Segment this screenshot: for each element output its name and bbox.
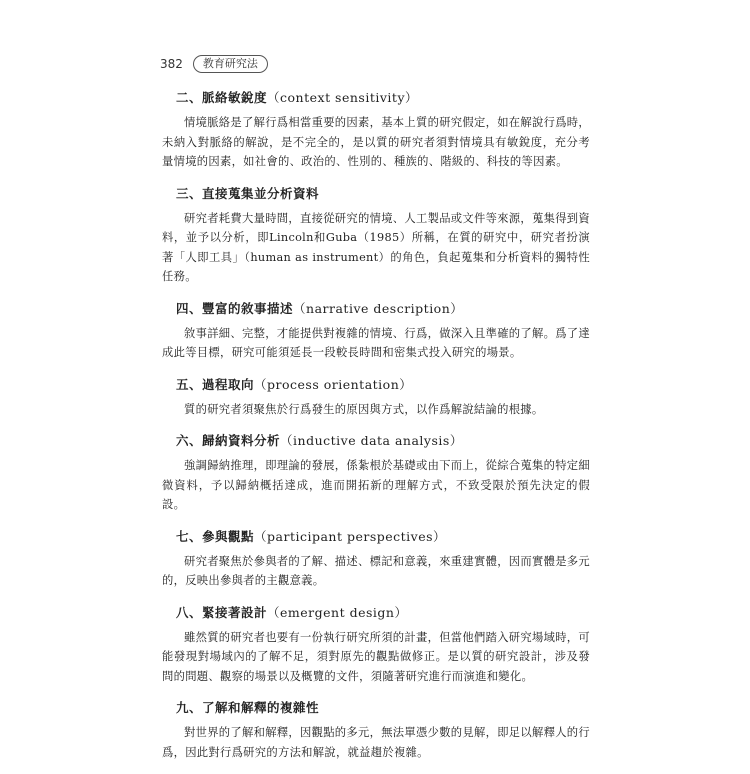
section-heading [176, 88, 590, 106]
section-complexity [162, 698, 590, 762]
section-heading [176, 184, 590, 202]
section-narrative-description [162, 299, 590, 363]
heading-title: 四、豐富的敘事描述 [176, 300, 294, 316]
heading-title: 五、過程取向 [176, 376, 255, 392]
heading-title: 六、歸納資料分析 [176, 433, 281, 448]
section-participant-perspectives [162, 527, 590, 591]
section-heading [176, 299, 590, 317]
book-title-badge: 教育研究法 [193, 55, 268, 73]
heading-title: 二、脈絡敏銳度 [176, 90, 268, 105]
heading-english: （context sensitivity） [267, 90, 419, 105]
heading-english: （inductive data analysis） [280, 433, 463, 448]
section-process-orientation [162, 375, 590, 420]
section-heading [176, 527, 590, 545]
page-header [160, 55, 268, 73]
page-number: 382 [160, 57, 183, 71]
heading-title: 三、直接蒐集並分析資料 [176, 185, 320, 201]
section-inductive-analysis [162, 431, 590, 515]
section-paragraph: 對世界的了解和解釋，因觀點的多元，無法單憑少數的見解，即足以解釋人的行爲，因此對行爲研究的方法和解說，就益趨於複雜。 [162, 726, 590, 759]
heading-title: 九、了解和解釋的複雜性 [176, 700, 320, 715]
section-heading [176, 375, 590, 393]
section-paragraph: 雖然質的研究者也要有一份執行研究所須的計畫，但當他們踏入研究場域時，可能發現對場域內的了解不足，須對原先的觀點做修正。是以質的研究設計，涉及發問的問題、觀察的場景以及概覽的文件，須隨著研究進行而演進和變化。 [162, 630, 590, 683]
heading-english: （narrative description） [293, 300, 464, 316]
section-direct-data-collection [162, 184, 590, 287]
section-paragraph: 研究者耗費大量時間，直接從研究的情境、人工製品或文件等來源，蒐集得到資料，並予以分析，即Lincoln和Guba（1985）所稱，在質的研究中，研究者扮演著「人即工具」（human as instrument）的角色，負起蒐集和分析資料的獨特性任務。 [162, 211, 590, 283]
heading-english: （process orientation） [254, 376, 413, 392]
heading-english: （participant perspectives） [254, 528, 447, 544]
section-emergent-design [162, 603, 590, 687]
section-heading [176, 431, 590, 449]
section-paragraph: 研究者聚焦於參與者的了解、描述、標記和意義，來重建實體，因而實體是多元的，反映出參與者的主觀意義。 [162, 554, 590, 587]
section-context-sensitivity [162, 88, 590, 172]
heading-title: 七、參與觀點 [176, 528, 255, 544]
section-heading [176, 698, 590, 716]
page-content [162, 88, 590, 774]
heading-title: 八、緊接著設計 [176, 604, 268, 620]
section-paragraph: 情境脈絡是了解行爲相當重要的因素，基本上質的研究假定，如在解說行爲時，未納入對脈絡的解說，是不完全的，是以質的研究者須對情境具有敏銳度，充分考量情境的因素，如社會的、政治的、性別的、種族的、階級的、科技的等因素。 [162, 116, 590, 168]
section-paragraph: 強調歸納推理，即理論的發展，係紮根於基礎或由下而上，從綜合蒐集的特定細微資料，予以歸納概括達成，進而開拓新的理解方式，不致受限於預先決定的假設。 [162, 459, 590, 511]
section-paragraph: 敘事詳細、完整，才能提供對複雜的情境、行爲，做深入且準確的了解。爲了達成此等目標，研究可能須延長一段較長時間和密集式投入研究的場景。 [162, 326, 590, 359]
section-heading [176, 603, 590, 621]
heading-english: （emergent design） [267, 604, 408, 620]
section-paragraph: 質的研究者須聚焦於行爲發生的原因與方式，以作爲解說結論的根據。 [184, 402, 544, 416]
